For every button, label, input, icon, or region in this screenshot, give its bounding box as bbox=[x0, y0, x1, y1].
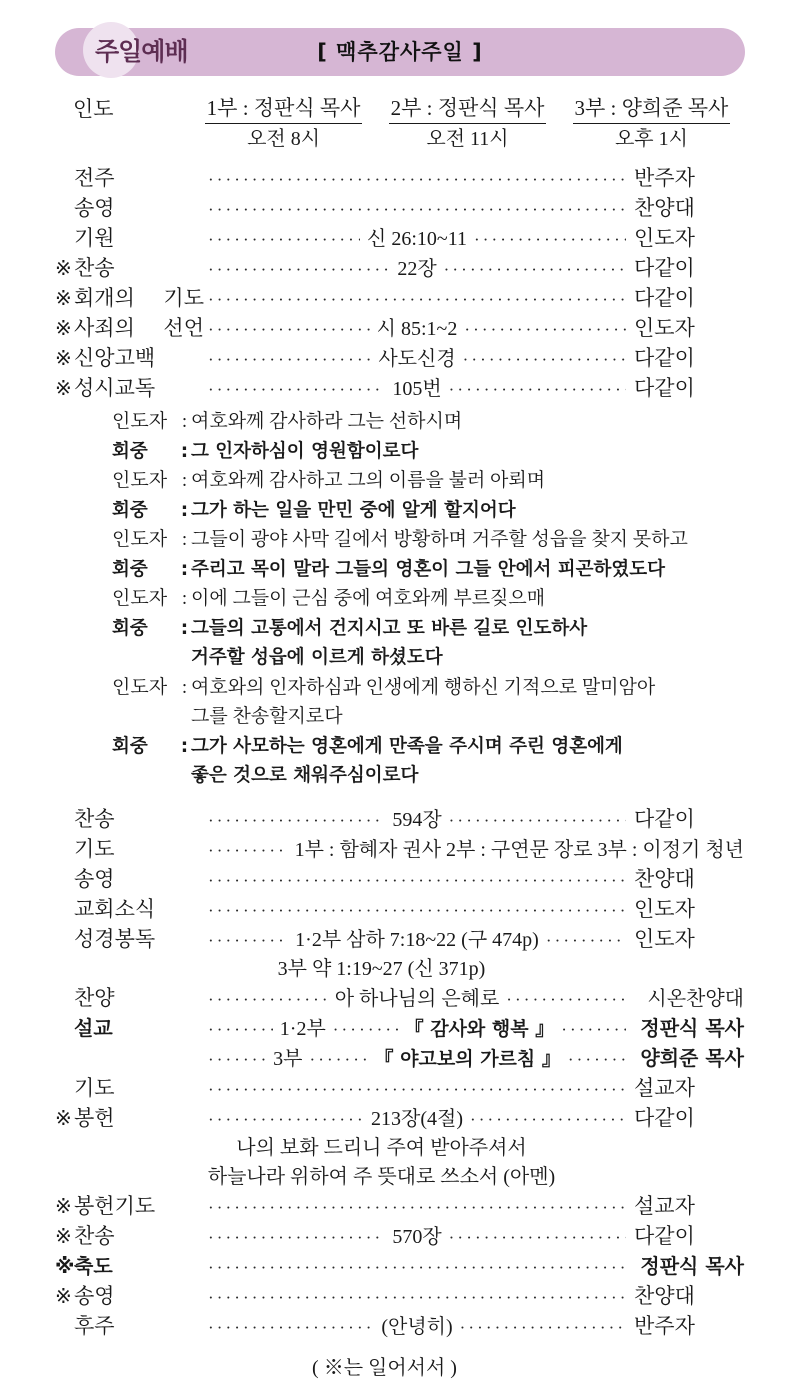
order-row bbox=[55, 805, 744, 835]
order-item-label: 사죄의 선언 bbox=[74, 316, 204, 340]
dot-leader bbox=[208, 375, 385, 404]
order-item-detail: 22장 bbox=[397, 258, 437, 280]
order-item-label: 봉헌 bbox=[74, 1105, 115, 1130]
reading-text: 여호와께 감사하라 그는 선하시며 bbox=[191, 411, 463, 432]
reading-colon: : bbox=[180, 499, 189, 521]
order-item-label: 찬송 bbox=[74, 1223, 115, 1248]
order-item-label: 기도 bbox=[74, 836, 115, 861]
bulletin-page bbox=[0, 28, 799, 1379]
dot-leader bbox=[208, 315, 370, 344]
dot-leader bbox=[333, 1015, 398, 1044]
order-row bbox=[55, 1192, 744, 1222]
dot-leader bbox=[444, 255, 626, 284]
order-item-assignee: 설교자 bbox=[634, 1193, 695, 1218]
order-row bbox=[55, 1282, 744, 1312]
stand-mark: ※ bbox=[55, 346, 72, 370]
order-item-assignee: 다같이 bbox=[634, 1105, 695, 1130]
reading-text-continued: 거주할 성읍에 이르게 하셨도다 bbox=[191, 647, 443, 668]
reading-line-leader bbox=[112, 466, 744, 496]
dot-leader bbox=[208, 345, 371, 374]
order-item-label: 후주 bbox=[74, 1313, 115, 1338]
order-item-detail: 사도신경 bbox=[378, 348, 456, 370]
dot-leader bbox=[474, 225, 626, 254]
dot-leader bbox=[208, 195, 626, 224]
header-banner bbox=[55, 28, 744, 76]
order-row-scripture bbox=[55, 925, 744, 955]
scripture-second-reading: 3부 약 1:19~27 (신 371p) bbox=[277, 957, 486, 980]
order-item-assignee: 인도자 bbox=[634, 896, 695, 921]
dot-leader bbox=[208, 1193, 626, 1222]
order-row bbox=[55, 1312, 744, 1342]
order-item-label: 기도 bbox=[74, 1075, 115, 1100]
dot-leader bbox=[208, 1223, 385, 1252]
order-item-assignee: 정판식 목사 bbox=[640, 1253, 744, 1278]
service-column-1 bbox=[193, 94, 374, 153]
order-item-label: 교회소식 bbox=[74, 896, 156, 921]
reading-speaker: 회중 bbox=[112, 440, 148, 462]
reading-line-congregation bbox=[112, 437, 744, 467]
order-item-detail: 570장 bbox=[392, 1225, 442, 1248]
dot-leader bbox=[208, 926, 288, 955]
order-item-label: 회개의 기도 bbox=[74, 286, 204, 310]
dot-leader bbox=[208, 1105, 364, 1134]
service-2-time: 오전 11시 bbox=[426, 128, 509, 150]
sermon-part-1: 1·2부 bbox=[279, 1017, 326, 1040]
reading-colon: : bbox=[181, 470, 188, 491]
service-1-name: 1부 : 정판식 목사 bbox=[205, 94, 363, 124]
service-columns bbox=[193, 94, 744, 153]
reading-text-continued: 그를 찬송할지로다 bbox=[191, 706, 343, 727]
reading-line-congregation bbox=[112, 614, 744, 644]
reading-line-congregation bbox=[112, 732, 744, 762]
sermon-title-1: 『 감사와 행복 』 bbox=[404, 1017, 555, 1040]
reading-text: 여호와의 인자하심과 인생에게 행하신 기적으로 말미암아 bbox=[191, 676, 656, 698]
order-row bbox=[55, 254, 744, 284]
order-of-service-middle bbox=[55, 805, 744, 1382]
order-of-service-top bbox=[55, 164, 744, 404]
dot-leader bbox=[208, 255, 390, 284]
reading-speaker: 인도자 bbox=[112, 588, 168, 609]
reading-text: 그 인자하심이 영원함이로다 bbox=[191, 440, 419, 462]
order-item-detail: 시 85:1~2 bbox=[376, 318, 458, 340]
dot-leader bbox=[449, 806, 626, 835]
order-item-label: 찬송 bbox=[74, 256, 115, 280]
stand-mark: ※ bbox=[55, 1223, 72, 1248]
reading-text: 그들이 광야 사막 길에서 방황하며 거주할 성읍을 찾지 못하고 bbox=[191, 529, 688, 550]
dot-leader bbox=[208, 165, 626, 194]
stand-mark: ※ bbox=[55, 1283, 72, 1308]
reading-line-leader bbox=[112, 673, 744, 703]
reading-speaker: 인도자 bbox=[112, 470, 168, 491]
dot-leader bbox=[449, 1223, 626, 1252]
order-item-label: 봉헌기도 bbox=[74, 1193, 156, 1218]
order-item-detail: (안녕히) bbox=[381, 1315, 453, 1338]
responsive-reading-block bbox=[55, 407, 744, 791]
order-item-assignee: 인도자 bbox=[633, 926, 695, 951]
order-item-label: 전주 bbox=[74, 166, 115, 190]
order-row bbox=[55, 1074, 744, 1104]
order-item-detail: 아 하나님의 은혜로 bbox=[334, 987, 500, 1010]
order-item-assignee: 인도자 bbox=[633, 316, 695, 340]
service-1-time: 오전 8시 bbox=[247, 128, 321, 150]
reading-colon: : bbox=[181, 411, 188, 432]
reading-colon: : bbox=[181, 588, 188, 609]
order-row bbox=[55, 194, 744, 224]
reading-line-leader bbox=[112, 584, 744, 614]
sermon-part-2: 3부 bbox=[273, 1047, 303, 1070]
dot-leader bbox=[208, 866, 626, 895]
order-item-detail: 1부 : 함혜자 권사 2부 : 구연문 장로 3부 : 이정기 청년 bbox=[294, 838, 744, 861]
reading-speaker: 회중 bbox=[112, 558, 148, 580]
order-item-detail: 신 26:10~11 bbox=[367, 228, 467, 250]
bulletin-title: [ 맥추감사주일 ] bbox=[317, 40, 483, 64]
reading-text: 그가 사모하는 영혼에게 만족을 주시며 주린 영혼에게 bbox=[191, 735, 623, 757]
order-item-assignee: 다같이 bbox=[634, 806, 695, 831]
order-item-assignee: 다같이 bbox=[634, 1223, 695, 1248]
order-row bbox=[55, 314, 744, 344]
stand-mark: ※ bbox=[55, 1193, 72, 1218]
order-row-sermon-1 bbox=[55, 1014, 744, 1044]
order-row bbox=[55, 865, 744, 895]
stand-mark: ※ bbox=[55, 376, 72, 400]
offering-verse-line-1: 나의 보화 드리니 주여 받아주셔서 bbox=[236, 1136, 527, 1159]
dot-leader bbox=[208, 1045, 266, 1074]
offering-verse-line-2: 하늘나라 위하여 주 뜻대로 쓰소서 (아멘) bbox=[207, 1165, 556, 1188]
order-item-assignee: 반주자 bbox=[634, 166, 695, 190]
dot-leader bbox=[208, 836, 288, 865]
reading-speaker: 회중 bbox=[112, 735, 148, 757]
sermon-title-2: 『 야고보의 가르침 』 bbox=[374, 1047, 561, 1070]
order-item-label: 기원 bbox=[74, 226, 115, 250]
order-item-detail: 594장 bbox=[392, 808, 442, 831]
order-item-label: 송영 bbox=[74, 866, 115, 891]
dot-leader bbox=[449, 375, 626, 404]
order-item-label: 축도 bbox=[74, 1253, 113, 1278]
dot-leader bbox=[464, 315, 626, 344]
order-row-sermon-2 bbox=[55, 1044, 744, 1074]
service-2-name: 2부 : 정판식 목사 bbox=[389, 94, 547, 124]
dot-leader bbox=[208, 1313, 374, 1342]
order-row bbox=[55, 284, 744, 314]
dot-leader bbox=[460, 1313, 626, 1342]
reading-line-leader bbox=[112, 407, 744, 437]
reading-line-congregation bbox=[112, 555, 744, 585]
sermon-label: 설교 bbox=[74, 1015, 113, 1040]
order-item-assignee: 반주자 bbox=[634, 1313, 695, 1338]
service-3-time: 오후 1시 bbox=[614, 128, 688, 150]
service-header-label: 인도 bbox=[73, 97, 114, 121]
order-row bbox=[55, 224, 744, 254]
reading-speaker: 인도자 bbox=[112, 411, 168, 432]
dot-leader bbox=[208, 1283, 626, 1312]
order-row bbox=[55, 895, 744, 925]
dot-leader bbox=[208, 985, 328, 1014]
dot-leader bbox=[506, 985, 626, 1014]
order-row bbox=[55, 374, 744, 404]
dot-leader bbox=[568, 1045, 626, 1074]
order-row-offering bbox=[55, 1104, 744, 1134]
order-item-label: 신앙고백 bbox=[74, 346, 156, 370]
order-row-choir bbox=[55, 984, 744, 1014]
dot-leader bbox=[208, 225, 360, 254]
order-item-assignee: 찬양대 bbox=[634, 866, 695, 891]
order-item-assignee: 찬양대 bbox=[634, 1283, 695, 1308]
dot-leader bbox=[208, 806, 385, 835]
dot-leader bbox=[208, 896, 626, 925]
order-item-assignee: 다같이 bbox=[634, 376, 695, 400]
dot-leader bbox=[463, 345, 626, 374]
dot-leader bbox=[561, 1015, 626, 1044]
reading-colon: : bbox=[181, 676, 188, 698]
service-3-name: 3부 : 양희준 목사 bbox=[573, 94, 731, 124]
order-row bbox=[55, 164, 744, 194]
order-item-label: 송영 bbox=[74, 196, 115, 220]
order-row bbox=[55, 1222, 744, 1252]
reading-speaker: 회중 bbox=[112, 499, 148, 521]
stand-mark: ※ bbox=[55, 256, 72, 280]
dot-leader bbox=[208, 1075, 626, 1104]
reading-text-continued: 좋은 것으로 채워주심이로다 bbox=[191, 765, 419, 786]
order-item-detail: 105번 bbox=[392, 378, 442, 400]
order-item-assignee: 인도자 bbox=[634, 226, 695, 250]
order-item-label: 송영 bbox=[74, 1283, 115, 1308]
dot-leader bbox=[208, 1253, 626, 1282]
order-item-label: 찬송 bbox=[74, 806, 115, 831]
dot-leader bbox=[309, 1045, 367, 1074]
stand-mark: ※ bbox=[55, 316, 72, 340]
reading-text: 이에 그들이 근심 중에 여호와께 부르짖으매 bbox=[191, 588, 546, 609]
reading-line-leader bbox=[112, 525, 744, 555]
service-header-row bbox=[55, 94, 744, 153]
reading-text: 그가 하는 일을 만민 중에 알게 할지어다 bbox=[191, 499, 516, 521]
order-item-detail: 1·2부 삼하 7:18~22 (구 474p) bbox=[295, 928, 539, 951]
order-item-assignee: 다같이 bbox=[634, 346, 695, 370]
service-column-2 bbox=[377, 94, 558, 153]
stand-mark: ※ bbox=[55, 1105, 72, 1130]
order-item-assignee: 시온찬양대 bbox=[647, 987, 744, 1010]
sermon-preacher-2: 양희준 목사 bbox=[640, 1045, 744, 1070]
order-item-detail: 213장(4절) bbox=[371, 1107, 463, 1130]
reading-speaker: 회중 bbox=[112, 617, 148, 639]
stand-mark: ※ bbox=[55, 286, 72, 310]
service-logo-text: 주일예배 bbox=[95, 37, 188, 66]
reading-colon: : bbox=[180, 617, 189, 639]
standing-note: ( ※는 일어서서 ) bbox=[312, 1356, 457, 1379]
reading-speaker: 인도자 bbox=[112, 529, 168, 550]
reading-colon: : bbox=[180, 735, 189, 757]
order-item-assignee: 다같이 bbox=[634, 286, 695, 310]
order-item-label: 성경봉독 bbox=[74, 926, 156, 951]
dot-leader bbox=[208, 1015, 273, 1044]
reading-colon: : bbox=[181, 529, 188, 550]
reading-speaker: 인도자 bbox=[112, 676, 168, 698]
reading-text: 그들의 고통에서 건지시고 또 바른 길로 인도하사 bbox=[191, 617, 588, 639]
order-item-assignee: 찬양대 bbox=[634, 196, 695, 220]
sermon-preacher-1: 정판식 목사 bbox=[640, 1015, 744, 1040]
dot-leader bbox=[470, 1105, 626, 1134]
reading-text: 여호와께 감사하고 그의 이름을 불러 아뢰며 bbox=[191, 470, 546, 491]
dot-leader bbox=[546, 926, 626, 955]
reading-text: 주리고 목이 말라 그들의 영혼이 그들 안에서 피곤하였도다 bbox=[191, 558, 665, 580]
reading-colon: : bbox=[180, 558, 189, 580]
order-item-assignee: 다같이 bbox=[633, 256, 695, 280]
order-row-prayer bbox=[55, 835, 744, 865]
dot-leader bbox=[208, 285, 626, 314]
service-column-3 bbox=[561, 94, 742, 153]
order-row-benediction bbox=[55, 1252, 744, 1282]
order-item-label: 찬양 bbox=[74, 985, 115, 1010]
reading-colon: : bbox=[180, 440, 189, 462]
order-row bbox=[55, 344, 744, 374]
order-item-label: 성시교독 bbox=[74, 376, 156, 400]
stand-mark: ※ bbox=[55, 1253, 75, 1278]
reading-line-congregation bbox=[112, 496, 744, 526]
order-item-assignee: 설교자 bbox=[634, 1075, 695, 1100]
